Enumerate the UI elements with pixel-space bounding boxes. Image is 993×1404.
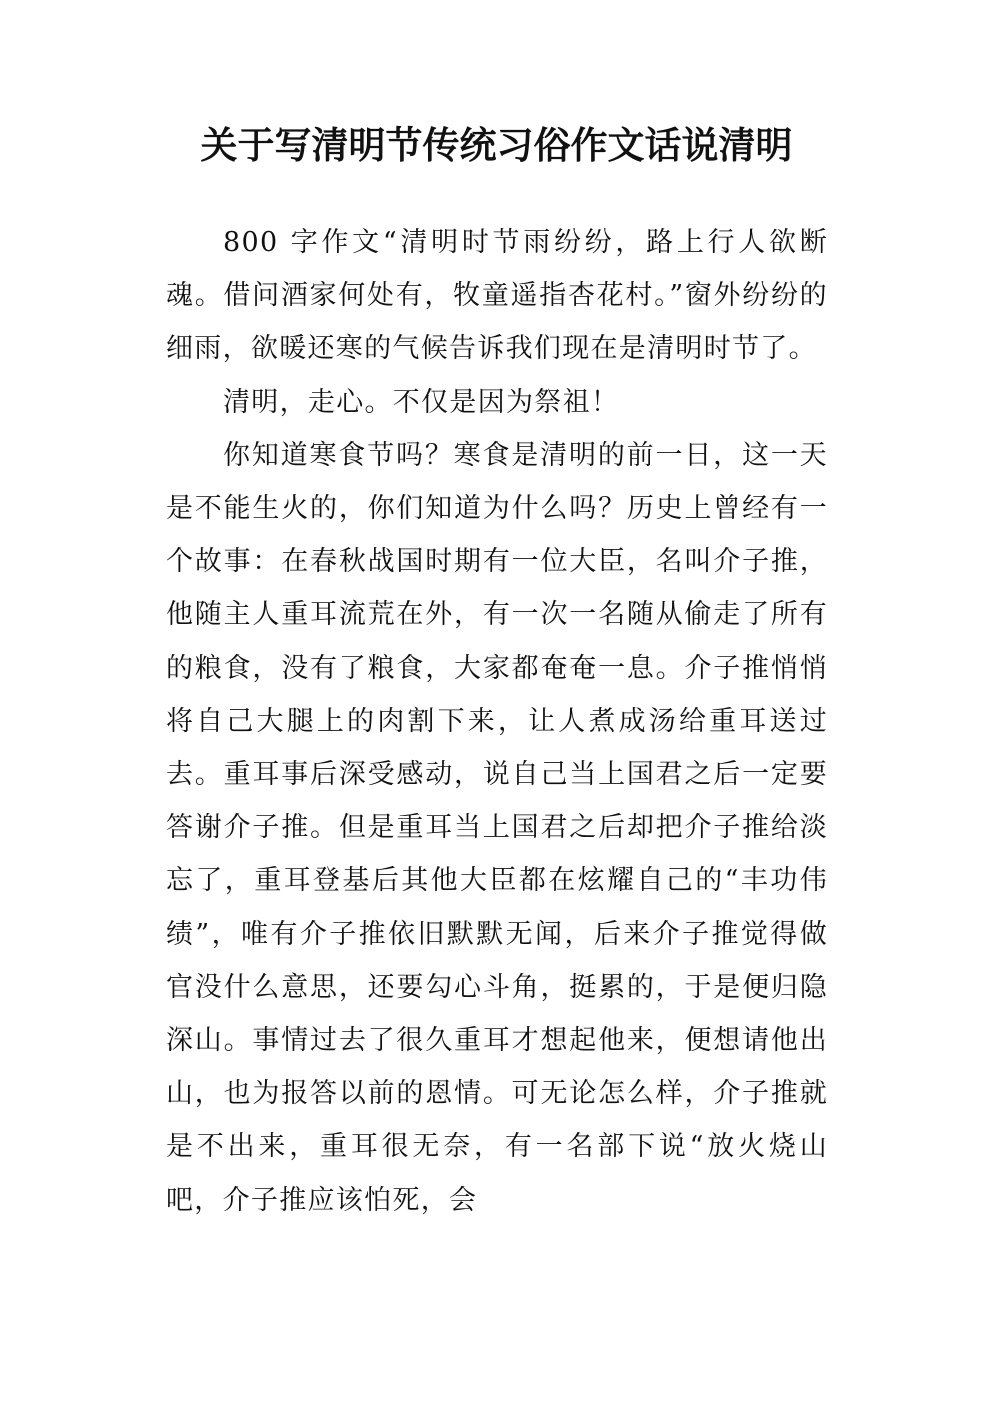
document-title: 关于写清明节传统习俗作文话说清明 xyxy=(200,124,793,167)
paragraph-short: 清明，走心。不仅是因为祭祖！ xyxy=(223,386,620,418)
paragraph-story: 你知道寒食节吗？寒食是清明的前一日，这一天是不能生火的，你们知道为什么吗？历史上曾经有一个故事：在春秋战国时期有一位大臣，名叫介子推，他随主人重耳流荒在外，有一次一名随从偷走了所有的粮食，没有了粮食，大家都奄奄一息。介子推悄悄将自己大腿上的肉割下来，让人煮成汤给重耳送过去。重耳事后深受感动，说自己当上国君之后一定要答谢介子推。但是重耳当上国君之后却把介子推给淡忘了，重耳登基后其他大臣都在炫耀自己的“丰功伟绩”，唯有介子推依旧默默无闻，后来介子推觉得做官没什么意思，还要勾心斗角，挺累的，于是便归隐深山。事情过去了很久重耳才想起他来，便想请他出山，也为报答以前的恩情。可无论怎么样，介子推就是不出来，重耳很无奈，有一名部下说“放火烧山吧，介子推应该怕死，会 xyxy=(166,439,828,1216)
paragraph-intro: 800 字作文“清明时节雨纷纷，路上行人欲断魂。借问酒家何处有，牧童遥指杏花村。”窗外纷纷的细雨，欲暖还寒的气候告诉我们现在是清明时节了。 xyxy=(166,227,828,365)
document-body xyxy=(166,216,828,1227)
